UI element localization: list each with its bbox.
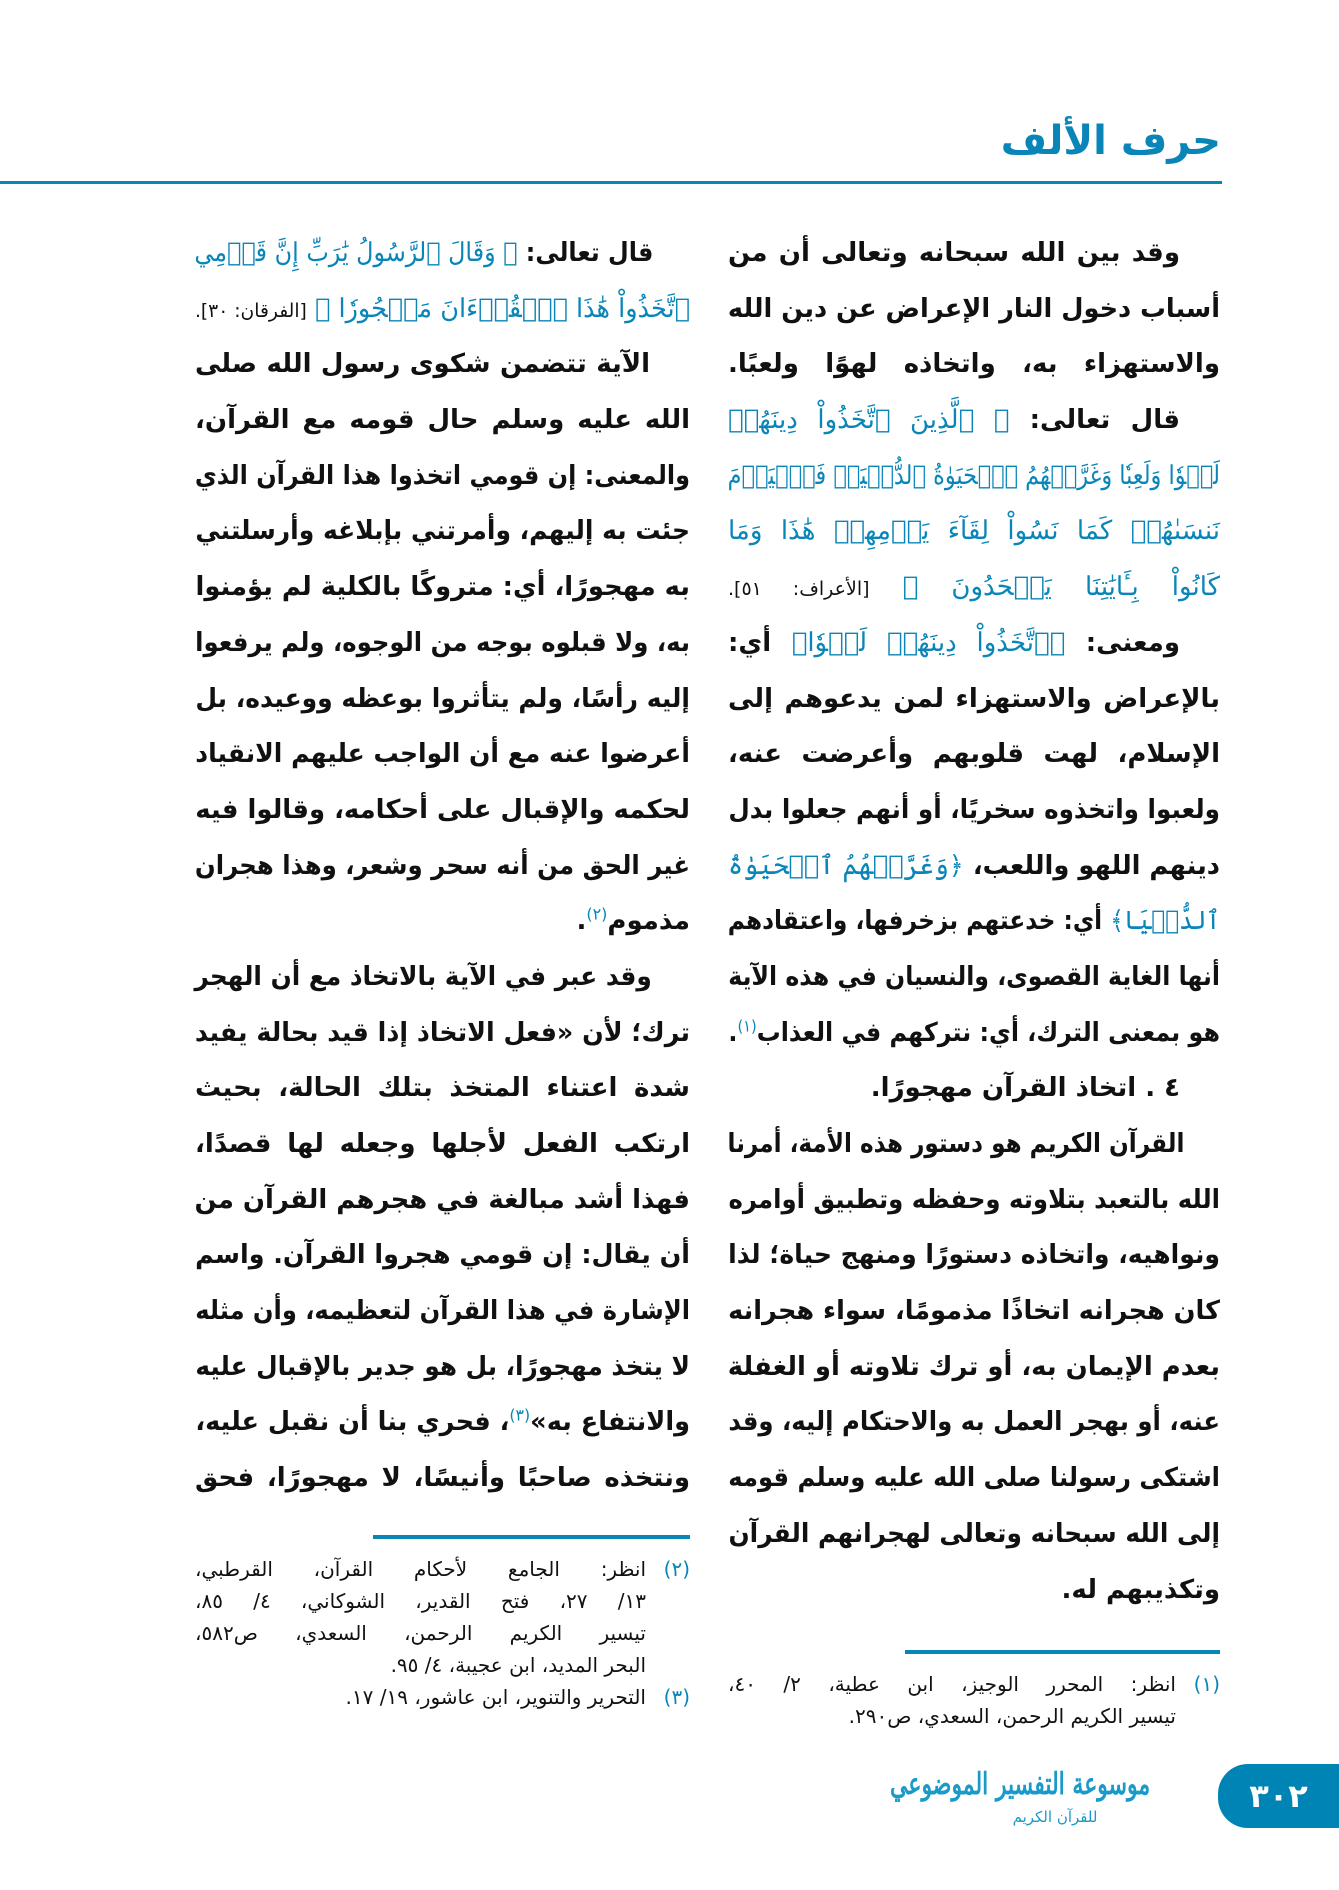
body-text: ارتكب الفعل لأجلها وجعله لها قصدًا، (195, 1129, 690, 1159)
footnote-marker[interactable]: (٣) (509, 1405, 531, 1425)
body-text: لا يتخذ مهجورًا، بل هو جدير بالإقبال عليه (195, 1351, 690, 1382)
footnote-text: انظر: المحرر الوجيز، ابن عطية، ٢/ ٤٠، (728, 1672, 1176, 1696)
text-line (727, 449, 1220, 505)
body-text: أعرضوا عنه مع أن الواجب عليهم الانقياد (195, 739, 690, 770)
body-text: به، ولا قبلوه بوجه من الوجوه، ولم يرفعوا (195, 627, 690, 658)
footnote-text: ١٣/ ٢٧، فتح القدير، الشوكاني، ٤/ ٨٥، (195, 1589, 646, 1613)
body-text: ونواهيه، واتخاذه دستورًا ومنهج حياة؛ لذا (728, 1240, 1220, 1271)
left-column (195, 226, 690, 1507)
footnote-number: (٣) (663, 1685, 690, 1709)
text-line (727, 894, 1220, 950)
text-line (194, 282, 690, 338)
body-text: مذموم (607, 906, 690, 937)
body-text: والمعنى: إن قومي اتخذوا هذا القرآن الذي (194, 460, 690, 491)
body-text: وتكذيبهم له. (1061, 1574, 1220, 1605)
body-text: ٤ . اتخاذ القرآن مهجورًا. (870, 1073, 1180, 1104)
footnote-line (728, 1700, 1220, 1732)
body-text: الإشارة في هذا القرآن لتعظيمه، وأن مثله (195, 1296, 690, 1327)
body-text: قال تعالى: (1009, 405, 1180, 436)
body-text: شدة اعتناء المتخذ بتلك الحالة، بحيث (195, 1073, 690, 1104)
text-line (195, 1061, 690, 1117)
footnote-number: (١) (1193, 1672, 1220, 1696)
text-line (194, 839, 691, 895)
text-line (727, 282, 1220, 338)
text-line (728, 393, 1220, 449)
text-line (728, 1006, 1220, 1062)
text-line (728, 560, 1220, 616)
footnote-text: انظر: الجامع لأحكام القرآن، القرطبي، (195, 1557, 646, 1581)
footnotes-right (728, 1668, 1220, 1732)
footnote-line (728, 1668, 1220, 1700)
body-text: والانتفاع به» (530, 1407, 690, 1438)
chapter-title: حرف الألف (1000, 118, 1221, 164)
right-column (728, 226, 1220, 1618)
body-text: هو بمعنى الترك، أي: نتركهم في العذاب (756, 1017, 1220, 1048)
text-line (728, 504, 1220, 560)
text-line (728, 1228, 1220, 1284)
footnote-number: (٢) (663, 1557, 690, 1581)
text-line (727, 1340, 1220, 1396)
body-text: الله عليه وسلم حال قومه مع القرآن، (195, 405, 690, 436)
text-line (728, 783, 1220, 839)
verse-reference: [الأعراف: ٥١]. (728, 578, 870, 601)
quran-verse: ٱلدُّنۡيَا﴾ (1110, 906, 1220, 937)
text-line (195, 337, 690, 393)
body-text: قال تعالى: (517, 238, 654, 268)
footnote-divider-right (905, 1650, 1220, 1654)
logo-subtitle: للقرآن الكريم (1012, 1808, 1098, 1826)
footnote-line (195, 1617, 690, 1649)
text-line (728, 950, 1220, 1006)
footnotes-left (195, 1553, 690, 1713)
body-text: كان هجرانه اتخاذًا مذمومًا، سواء هجرانه (728, 1296, 1220, 1327)
body-text: وقد عبر في الآية بالاتخاذ مع أن الهجر (194, 961, 652, 992)
text-line (195, 393, 690, 449)
body-text: ترك؛ لأن «فعل الاتخاذ إذا قيد بحالة يفيد (194, 1017, 690, 1048)
encyclopedia-logo (890, 1762, 1185, 1842)
text-line (728, 616, 1220, 672)
footnote-text: التحرير والتنوير، ابن عاشور، ١٩/ ١٧. (345, 1685, 646, 1709)
text-line (195, 1451, 690, 1507)
text-line (195, 1284, 690, 1340)
quran-verse: كَانُواْ بِـَٔايَٰتِنَا يَجۡحَدُونَ ﴾ (869, 572, 1221, 603)
text-line (727, 1117, 1220, 1173)
body-text: الله بالتعبد بتلاوته وحفظه وتطبيق أوامره (728, 1184, 1220, 1215)
body-text: فهذا أشد مبالغة في هجرهم القرآن من (194, 1184, 691, 1215)
footnote-line (195, 1585, 690, 1617)
footnote-text: تيسير الكريم الرحمن، السعدي، ص٢٩٠. (848, 1704, 1176, 1728)
body-text: جئت به إليهم، وأمرتني بإبلاغه وأرسلتني (195, 516, 690, 547)
body-text: والاستهزاء به، واتخاذه لهوًا ولعبًا. (728, 349, 1220, 380)
footnote-divider-left (373, 1535, 690, 1539)
body-text: غير الحق من أنه سحر وشعر، وهذا هجران (194, 850, 691, 881)
quran-verse: ﴿ ٱلَّذِينَ ٱتَّخَذُواْ دِينَهُمۡ (728, 405, 1010, 436)
footnote-marker[interactable]: (٢) (586, 904, 608, 924)
text-line (195, 1228, 690, 1284)
body-text: اشتكى رسولنا صلى الله عليه وسلم قومه (728, 1463, 1220, 1494)
header-divider (0, 181, 1222, 184)
text-line (728, 1507, 1220, 1563)
text-line (195, 1340, 690, 1396)
body-text: به مهجورًا، أي: متروكًا بالكلية لم يؤمنوا (195, 572, 690, 603)
page-number: ٣٠٢ (1218, 1764, 1339, 1828)
body-text: ، فحري بنا أن نقبل عليه، (195, 1407, 510, 1438)
text-line (728, 672, 1220, 728)
text-line (195, 894, 690, 950)
footnote-line (195, 1649, 690, 1681)
footnote-text: تيسير الكريم الرحمن، السعدي، ص٥٨٢، (195, 1621, 646, 1645)
body-text: بعدم الإيمان به، أو ترك تلاوته أو الغفلة (727, 1351, 1220, 1382)
quran-verse: نَنسَىٰهُمۡ كَمَا نَسُواْ لِقَآءَ يَوۡمِهِمۡ هَٰذَا وَمَا (728, 516, 1220, 547)
text-line (195, 1395, 690, 1451)
body-text: أن يقال: إن قومي هجروا القرآن. واسم (195, 1240, 690, 1271)
body-text: أي: (728, 627, 792, 658)
body-text: لحكمه والإقبال على أحكامه، وقالوا فيه (195, 794, 691, 825)
text-line (728, 1395, 1220, 1451)
text-line (195, 1117, 690, 1173)
body-text: ولعبوا واتخذوه سخريًا، أو أنهم جعلوا بدل (728, 794, 1220, 825)
text-line (728, 727, 1220, 783)
text-line (727, 839, 1220, 895)
text-line (194, 449, 690, 505)
body-text: الآية تتضمن شكوى رسول الله صلى (195, 349, 650, 380)
body-text: القرآن الكريم هو دستور هذه الأمة، أمرنا (727, 1129, 1185, 1159)
body-text: ونتخذه صاحبًا وأنيسًا، لا مهجورًا، فحق (195, 1463, 690, 1494)
text-line (728, 1563, 1220, 1619)
text-line (728, 337, 1220, 393)
text-line (194, 1006, 690, 1062)
body-text: أنها الغاية القصوى، والنسيان في هذه الآية (728, 961, 1220, 992)
text-line (195, 560, 690, 616)
text-line (728, 1061, 1220, 1117)
body-text: الإسلام، لهت قلوبهم وأعرضت عنه، (728, 739, 1220, 770)
body-text: . (576, 906, 587, 937)
footnote-marker[interactable]: (١) (737, 1015, 757, 1035)
text-line (728, 1173, 1220, 1229)
body-text: إلى الله سبحانه وتعالى لهجرانهم القرآن (728, 1518, 1220, 1549)
body-text: وقد بين الله سبحانه وتعالى أن من (728, 238, 1180, 268)
text-line (194, 950, 690, 1006)
text-line (728, 1451, 1220, 1507)
body-text: بالإعراض والاستهزاء لمن يدعوهم إلى (728, 683, 1220, 714)
text-line (195, 504, 690, 560)
text-line (194, 1173, 691, 1229)
quran-verse: ﴿ وَقَالَ ٱلرَّسُولُ يَٰرَبِّ إِنَّ قَوۡمِي (194, 238, 518, 268)
logo-title: موسوعة التفسير الموضوعي (890, 1767, 1151, 1802)
quran-verse: ﴿وَغَرَّتۡهُمُ ٱلۡحَيَوٰةُ (727, 850, 964, 881)
footnote-line (195, 1553, 690, 1585)
body-text: إليه رأسًا، ولم يتأثروا بوعظه ووعيده، بل (195, 683, 690, 714)
text-line (195, 727, 690, 783)
footnote-text: البحر المديد، ابن عجيبة، ٤/ ٩٥. (390, 1653, 646, 1677)
body-text: عنه، أو بهجر العمل به والاحتكام إليه، وقد (728, 1407, 1220, 1438)
body-text: ومعنى: (1065, 627, 1180, 658)
text-line (195, 616, 690, 672)
quran-verse: لَهۡوٗا وَلَعِبٗا وَغَرَّتۡهُمُ ٱلۡحَيَوٰةُ ٱلدُّنۡيَاۚ فَٱلۡيَوۡمَ (727, 460, 1220, 491)
quran-verse: ﴿ٱتَّخَذُواْ دِينَهُمۡ لَهۡوٗا﴾ (791, 627, 1066, 658)
quran-verse: ٱتَّخَذُواْ هَٰذَا ٱلۡقُرۡءَانَ مَهۡجُورٗا ﴾ (306, 293, 690, 324)
verse-reference: [الفرقان: ٣٠]. (194, 299, 307, 322)
text-line (728, 1284, 1220, 1340)
text-line (197, 783, 690, 839)
body-text: دينهم اللهو واللعب، (963, 850, 1220, 881)
body-text: . (728, 1017, 738, 1048)
body-text: أي: خدعتهم بزخرفها، واعتقادهم (727, 906, 1111, 937)
body-text: أسباب دخول النار الإعراض عن دين الله (727, 293, 1220, 324)
text-line (194, 226, 690, 282)
text-line (195, 672, 690, 728)
text-line (728, 226, 1220, 282)
footnote-line (195, 1681, 690, 1713)
